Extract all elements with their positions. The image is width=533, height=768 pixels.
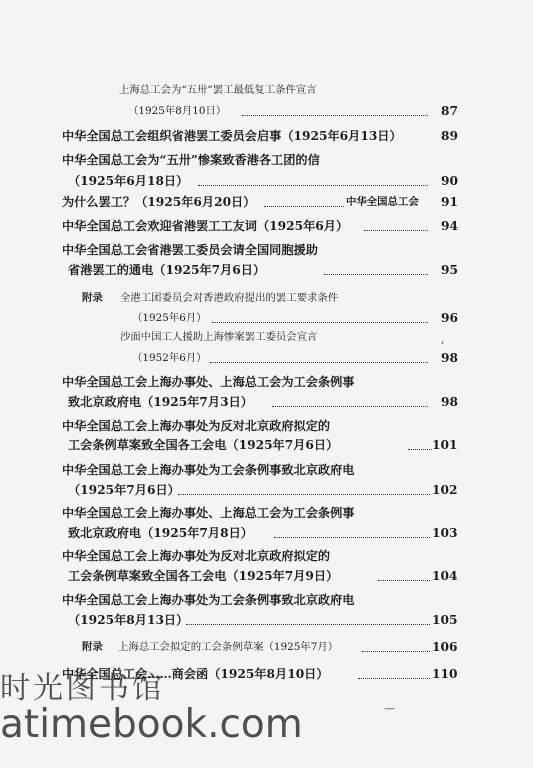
toc-entry — [0, 82, 533, 98]
toc-entry — [0, 592, 533, 608]
entry-title: 中华全国总工会……商会函（1925年8月10日） — [62, 667, 329, 681]
dot-leader — [408, 448, 432, 450]
dot-leader — [242, 114, 428, 116]
entry-title: 沙面中国工人援助上海惨案罢工委员会宣言 — [120, 331, 318, 343]
dot-leader — [362, 650, 430, 652]
toc-entry-cont — [0, 568, 533, 584]
entry-title-cont: 省港罢工的通电（1925年7月6日） — [68, 263, 266, 277]
entry-title: 中华全国总工会上海办事处为工会条例事致北京政府电 — [62, 593, 355, 607]
entry-author: 中华全国总工会 — [346, 196, 419, 208]
entry-title: 中华全国总工会上海办事处为反对北京政府拟定的 — [62, 549, 331, 563]
entry-title: 中华全国总工会为“五卅”惨案致香港各工团的信 — [62, 153, 320, 167]
ink-mark: , — [441, 333, 445, 346]
toc-entry — [0, 194, 533, 210]
toc-entry — [0, 152, 533, 168]
dot-leader — [274, 536, 430, 538]
toc-entry — [0, 218, 533, 234]
page-number: 103 — [432, 526, 458, 540]
dot-leader — [272, 405, 428, 407]
toc-entry — [0, 242, 533, 258]
toc-entry — [0, 639, 533, 655]
ink-mark: — — [384, 702, 395, 715]
entry-date: （1925年7月6日） — [68, 483, 180, 497]
toc-entry-cont — [0, 103, 533, 119]
page-number: 110 — [432, 667, 458, 681]
entry-date: （1925年8月13日） — [68, 613, 189, 627]
toc-entry — [0, 374, 533, 390]
watermark-url: atimebook.com — [0, 702, 303, 747]
toc-entry-cont — [0, 437, 533, 453]
toc-entry — [0, 290, 533, 306]
appendix-label: 附录 — [82, 641, 103, 653]
dot-leader — [264, 205, 344, 207]
page-number: 96 — [441, 311, 458, 325]
dot-leader — [210, 361, 428, 363]
dot-leader — [186, 623, 430, 625]
dot-leader — [178, 493, 430, 495]
toc-entry — [0, 418, 533, 434]
page-number: 87 — [441, 104, 458, 118]
page-number: 106 — [432, 640, 458, 654]
appendix-label: 附录 — [82, 292, 103, 304]
entry-title: 中华全国总工会组织省港罢工委员会启事（1925年6月13日） — [62, 129, 402, 143]
entry-date: （1925年6月） — [132, 312, 207, 324]
toc-entry — [0, 128, 533, 144]
toc-entry-cont — [0, 525, 533, 541]
entry-title: 中华全国总工会省港罢工委员会请全国同胞援助 — [62, 243, 318, 257]
page-number: 95 — [441, 263, 458, 277]
toc-entry-cont — [0, 350, 533, 366]
entry-title: 中华全国总工会欢迎省港罢工工友词（1925年6月） — [62, 219, 349, 233]
dot-leader — [324, 273, 428, 275]
entry-title: 为什么罢工？（1925年6月20日） — [62, 195, 256, 209]
watermark-cn: 时光图书馆 — [0, 671, 165, 706]
entry-title: 全港工团委员会对香港政府提出的罢工要求条件 — [120, 292, 339, 304]
toc-entry — [0, 329, 533, 345]
page-number: 90 — [441, 174, 458, 188]
toc-entry — [0, 505, 533, 521]
toc-entry-cont — [0, 262, 533, 278]
entry-title-cont: 致北京政府电（1925年7月3日） — [68, 395, 253, 409]
dot-leader — [198, 184, 428, 186]
toc-entry — [0, 462, 533, 478]
entry-title-cont: 致北京政府电（1925年7月8日） — [68, 526, 253, 540]
dot-leader — [378, 579, 430, 581]
entry-title: 上海总工会拟定的工会条例草案（1925年7月） — [118, 641, 339, 653]
page-number: 94 — [441, 219, 458, 233]
toc-entry-cont — [0, 394, 533, 410]
entry-date: （1925年8月10日） — [128, 105, 227, 117]
page-number: 104 — [432, 569, 458, 583]
page-number: 91 — [441, 195, 458, 209]
page-number: 98 — [441, 395, 458, 409]
entry-title: 中华全国总工会上海办事处、上海总工会为工会条例事 — [62, 506, 355, 520]
page-number: 102 — [432, 483, 458, 497]
toc-entry-cont — [0, 173, 533, 189]
page-number: 89 — [441, 129, 458, 143]
entry-title-cont: 工会条例草案致全国各工会电（1925年7月6日） — [68, 438, 339, 452]
page-number: 105 — [432, 613, 458, 627]
entry-title: 中华全国总工会上海办事处为工会条例事致北京政府电 — [62, 463, 355, 477]
entry-date: （1925年6月18日） — [68, 174, 189, 188]
entry-title: 上海总工会为“五卅”罢工最低复工条件宣言 — [119, 84, 317, 96]
entry-title: 中华全国总工会上海办事处、上海总工会为工会条例事 — [62, 375, 355, 389]
entry-date: （1952年6月） — [132, 352, 207, 364]
dot-leader — [212, 321, 428, 323]
entry-title: 中华全国总工会上海办事处为反对北京政府拟定的 — [62, 419, 331, 433]
toc-entry — [0, 548, 533, 564]
toc-entry-cont — [0, 612, 533, 628]
dot-leader — [364, 229, 428, 231]
toc-entry-cont — [0, 482, 533, 498]
page-number: 101 — [432, 438, 458, 452]
page-number: 98 — [441, 351, 458, 365]
entry-title-cont: 工会条例草案致全国各工会电（1925年7月9日） — [68, 569, 339, 583]
toc-entry-cont — [0, 310, 533, 326]
